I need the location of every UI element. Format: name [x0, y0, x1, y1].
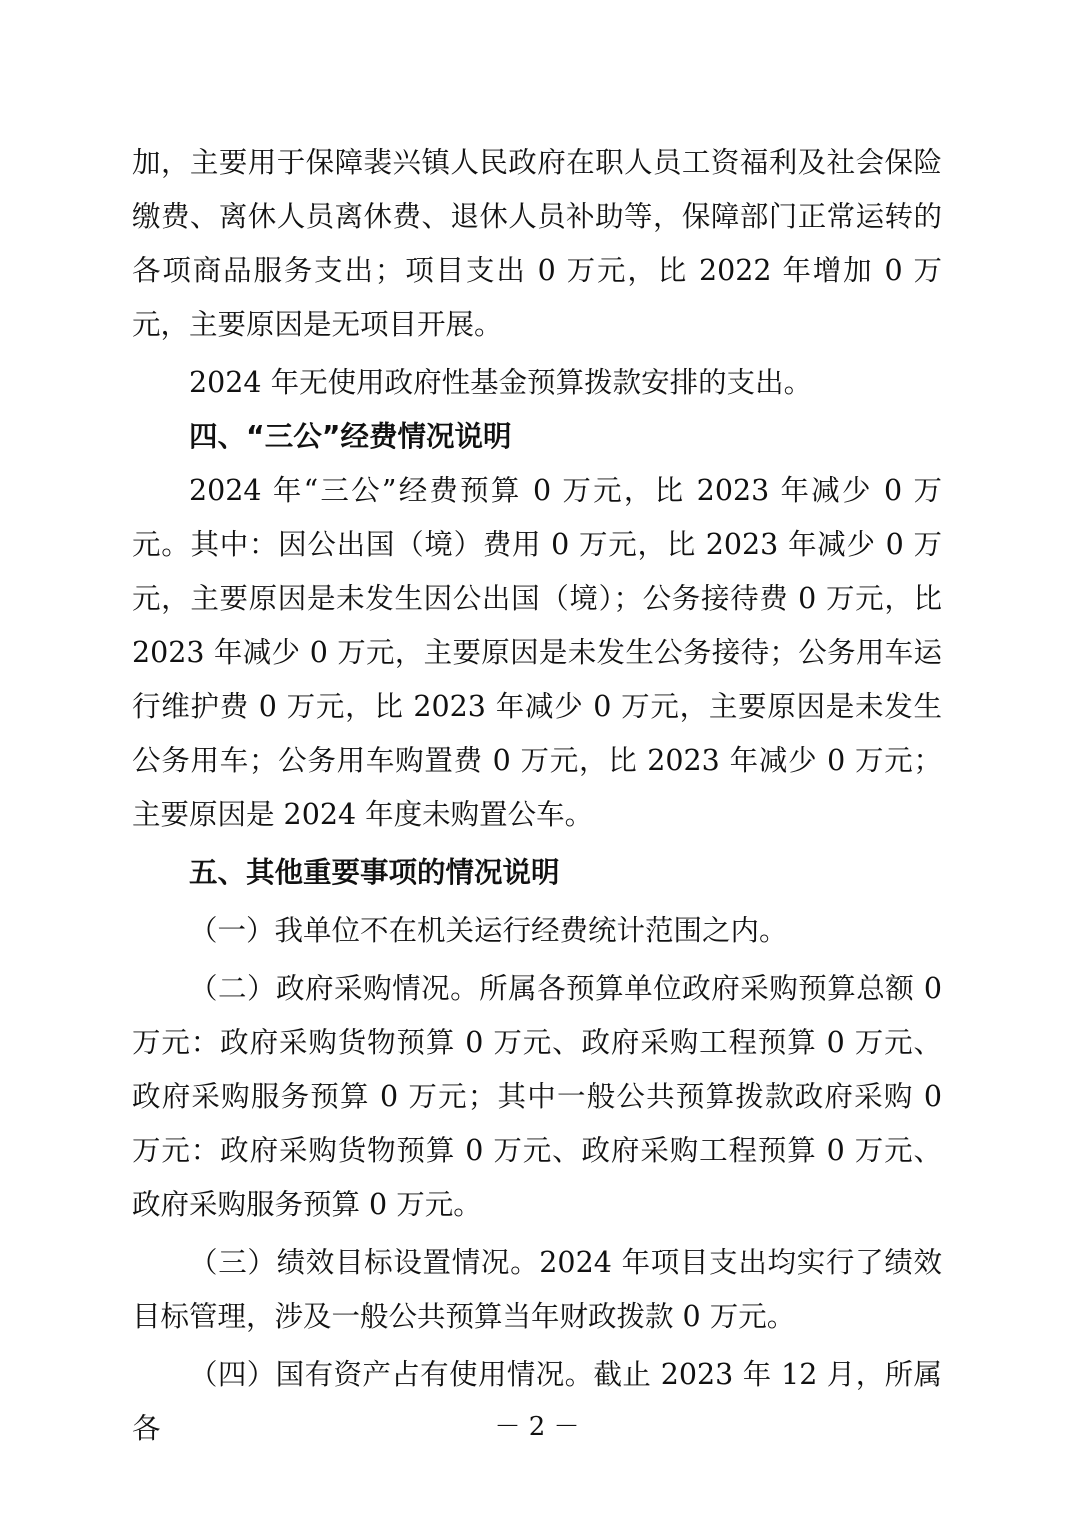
document-body [132, 136, 942, 1456]
heading-other-matters: 五、其他重要事项的情况说明 [189, 856, 560, 889]
paragraph-three-public-expenses: 2024 年“三公”经费预算 0 万元，比 2023 年减少 0 万元。其中：因公出国（境）费用 0 万元，比 2023 年减少 0 万元，主要原因是未发生因公出国（境）；公务接待费 0 万元，比 2023 年减少 0 万元，主要原因是未发生公务接待；公务用车运行维护费 0 万元，比 2023 年减少 0 万元，主要原因是未发生公务用车；公务用车购置费 0 万元，比 2023 年减少 0 万元；主要原因是 2024 年度未购置公车。 [132, 474, 942, 831]
paragraph-state-assets: （四）国有资产占有使用情况。截止 2023 年 12 月，所属各 [132, 1358, 942, 1445]
paragraph-operating-funds: （一）我单位不在机关运行经费统计范围之内。 [189, 914, 788, 947]
paragraph-government-fund: 2024 年无使用政府性基金预算拨款安排的支出。 [189, 366, 813, 399]
heading-three-public-expenses: 四、“三公”经费情况说明 [189, 420, 512, 453]
paragraph-performance-targets: （三）绩效目标设置情况。2024 年项目支出均实行了绩效目标管理，涉及一般公共预算当年财政拨款 0 万元。 [132, 1246, 942, 1333]
paragraph-basic-expenditure: 加，主要用于保障裴兴镇人民政府在职人员工资福利及社会保险缴费、离休人员离休费、退休人员补助等，保障部门正常运转的各项商品服务支出；项目支出 0 万元，比 2022 年增加 0 万元，主要原因是无项目开展。 [132, 146, 942, 341]
paragraph-government-procurement: （二）政府采购情况。所属各预算单位政府采购预算总额 0 万元：政府采购货物预算 0 万元、政府采购工程预算 0 万元、政府采购服务预算 0 万元；其中一般公共预算拨款政府采购 0 万元：政府采购货物预算 0 万元、政府采购工程预算 0 万元、政府采购服务预算 0 万元。 [132, 972, 942, 1221]
page-number: － 2 － [494, 1412, 580, 1442]
